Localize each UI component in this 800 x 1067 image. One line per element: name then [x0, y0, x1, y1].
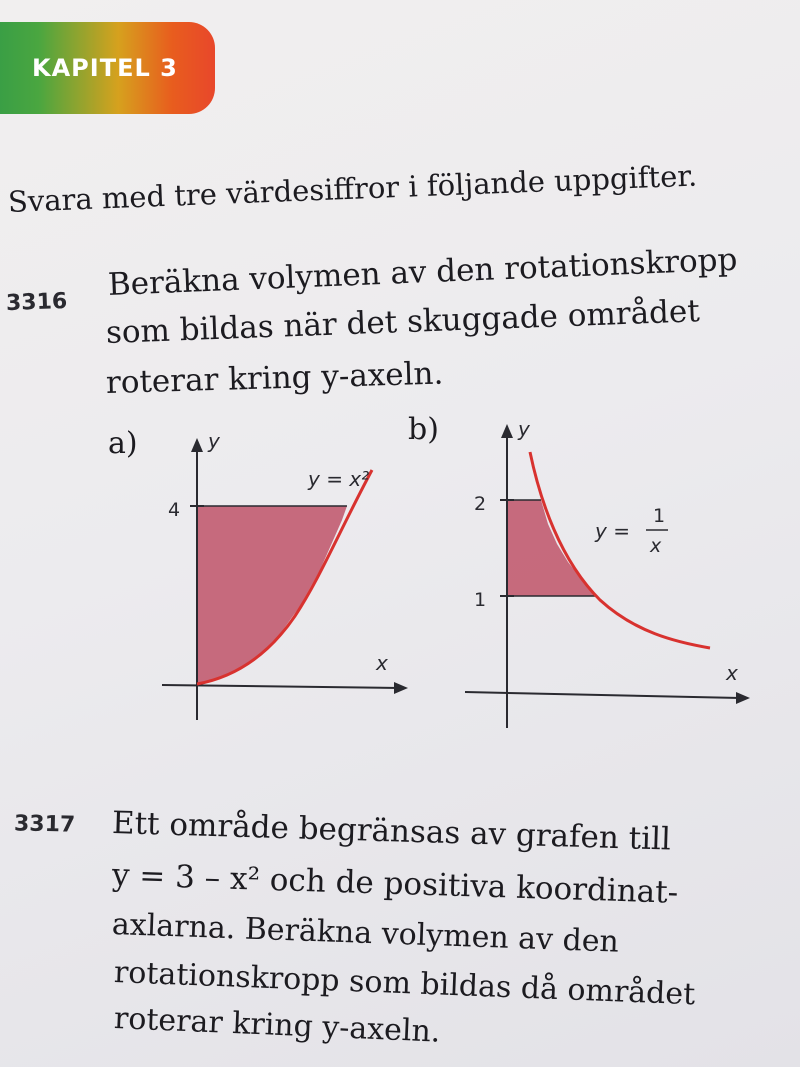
instruction-text: Svara med tre värdesiffror i följande uppgifter.	[7, 158, 698, 219]
problem-number-3316: 3316	[5, 288, 68, 317]
graph-a-x-label: x	[376, 651, 388, 675]
graph-a-x-arrow	[394, 682, 408, 694]
problem-3317-line-2: y = 3 – x² och de positiva koordinat-	[111, 857, 679, 911]
graph-b-y-label: y	[518, 417, 530, 441]
graph-b-equation-lhs: y =	[595, 519, 630, 543]
problem-3316-line-2: som bildas när det skuggade området	[105, 293, 701, 351]
problem-3316-line-3: roterar kring y-axeln.	[105, 355, 444, 401]
graph-a-shaded-region	[197, 506, 347, 684]
chapter-label: KAPITEL 3	[32, 54, 178, 82]
graph-b-x-label: x	[726, 661, 738, 685]
problem-3317-line-1: Ett område begränsas av grafen till	[111, 805, 672, 858]
graph-b-tick-label-1: 1	[474, 589, 487, 611]
graph-a-y-label: y	[208, 429, 220, 453]
graph-b-y-arrow	[501, 424, 513, 438]
graph-b-equation-denominator: x	[650, 535, 662, 557]
graph-b-x-arrow	[736, 692, 750, 704]
problem-3317-line-4: rotationskropp som bildas då området	[113, 955, 696, 1013]
part-a-label: a)	[108, 426, 138, 461]
chapter-tab	[0, 22, 215, 114]
problem-3316-line-1: Beräkna volymen av den rotationskropp	[107, 241, 739, 303]
graph-b-tick-label-2: 2	[474, 493, 487, 515]
graph-a	[150, 420, 420, 730]
problem-3317-line-3: axlarna. Beräkna volymen av den	[111, 907, 620, 960]
graph-a-y-arrow	[191, 438, 203, 452]
problem-3317-line-5: roterar kring y-axeln.	[113, 1001, 442, 1050]
graph-a-tick-label-4: 4	[168, 499, 181, 521]
graph-b	[460, 410, 780, 740]
graph-b-equation-numerator: 1	[653, 505, 666, 527]
part-b-label: b)	[408, 412, 439, 447]
problem-number-3317: 3317	[13, 811, 76, 838]
graph-a-equation: y = x²	[308, 467, 370, 491]
